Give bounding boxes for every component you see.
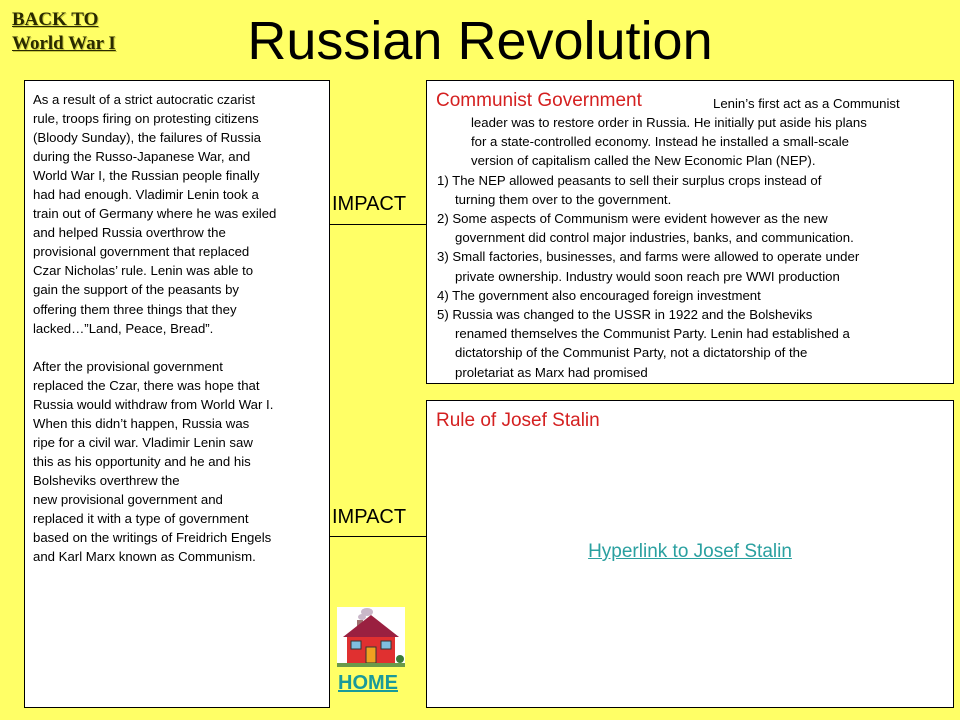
- communist-text-line: 5) Russia was changed to the USSR in 1922 and the Bolsheviks: [437, 307, 813, 323]
- background-text-line: After the provisional government: [33, 358, 223, 374]
- communist-text-line: 4) The government also encouraged foreign investment: [437, 287, 761, 303]
- communist-text-line: 1) The NEP allowed peasants to sell their surplus crops instead of: [437, 172, 822, 188]
- communist-intro-text: Lenin’s first act as a Communist: [713, 96, 900, 111]
- background-text-line: during the Russo-Japanese War, and: [33, 149, 251, 165]
- background-text-line: As a result of a strict autocratic czarist: [33, 92, 256, 107]
- background-text-line: rule, troops firing on protesting citizens: [33, 111, 259, 127]
- stalin-heading: Rule of Josef Stalin: [436, 410, 600, 431]
- background-text-line: based on the writings of Freidrich Engels: [33, 530, 272, 546]
- communist-text-line: 2) Some aspects of Communism were evident however as the new: [437, 211, 828, 227]
- background-text-line: replaced it with a type of government: [33, 510, 249, 526]
- communist-text-line: leader was to restore order in Russia. He initially put aside his plans: [471, 115, 867, 130]
- communist-text-line: government did control major industries, banks, and communication.: [455, 230, 854, 246]
- home-link[interactable]: HOME: [338, 672, 398, 694]
- back-link-line-2: World War I: [12, 33, 116, 54]
- background-text-line: Czar Nicholas’ rule. Lenin was able to: [33, 263, 254, 279]
- communist-text-line: private ownership. Industry would soon reach pre WWI production: [455, 268, 840, 284]
- background-text-line: new provisional government and: [33, 491, 223, 507]
- background-text-line: Russia would withdraw from World War I.: [33, 396, 274, 412]
- communist-text-line: 3) Small factories, businesses, and farms were allowed to operate under: [437, 249, 860, 265]
- communist-text-line: for a state-controlled economy. Instead he installed a small-scale: [471, 134, 849, 150]
- communist-government-heading: Communist Government: [436, 90, 642, 111]
- impact-label-top: IMPACT: [332, 193, 407, 215]
- background-text-line: World War I, the Russian people finally: [33, 168, 260, 184]
- communist-text-line: proletariat as Marx had promised: [455, 364, 648, 380]
- background-text-line: had had enough. Vladimir Lenin took a: [33, 187, 259, 203]
- background-text-line: and helped Russia overthrow the: [33, 225, 226, 241]
- background-text-line: train out of Germany where he was exiled: [33, 206, 277, 222]
- background-text-line: gain the support of the peasants by: [33, 282, 240, 298]
- back-link-line-1: BACK TO: [12, 9, 99, 30]
- impact-connector-bottom: [330, 536, 426, 537]
- background-text-line: lacked…”Land, Peace, Bread”.: [33, 320, 214, 336]
- background-text-line: Bolsheviks overthrew the: [33, 472, 180, 488]
- background-text: [33, 90, 329, 566]
- josef-stalin-hyperlink[interactable]: Hyperlink to Josef Stalin: [588, 541, 792, 562]
- communist-text-line: turning them over to the government.: [455, 191, 672, 207]
- communist-government-box: [426, 80, 954, 384]
- page-title: Russian Revolution: [247, 11, 713, 71]
- background-text-line: When this didn’t happen, Russia was: [33, 415, 250, 431]
- background-text-line: provisional government that replaced: [33, 244, 250, 260]
- paragraph-gap: [33, 338, 329, 357]
- background-text-line: and Karl Marx known as Communism.: [33, 549, 256, 565]
- impact-connector-top: [330, 224, 426, 225]
- background-text-box: [24, 80, 330, 708]
- communist-text-line: dictatorship of the Communist Party, not a dictatorship of the: [455, 345, 808, 361]
- background-text-line: offering them three things that they: [33, 301, 237, 317]
- josef-stalin-box: [426, 400, 954, 708]
- communist-text-line: renamed themselves the Communist Party. Lenin had established a: [455, 326, 850, 342]
- background-text-line: ripe for a civil war. Vladimir Lenin saw: [33, 434, 253, 450]
- impact-label-bottom: IMPACT: [332, 506, 407, 528]
- background-text-line: this as his opportunity and he and his: [33, 453, 251, 469]
- home-house-icon[interactable]: [337, 607, 405, 667]
- background-text-line: (Bloody Sunday), the failures of Russia: [33, 130, 261, 146]
- communist-text-line: version of capitalism called the New Economic Plan (NEP).: [471, 153, 816, 169]
- communist-government-text: [437, 113, 953, 382]
- background-text-line: replaced the Czar, there was hope that: [33, 377, 260, 393]
